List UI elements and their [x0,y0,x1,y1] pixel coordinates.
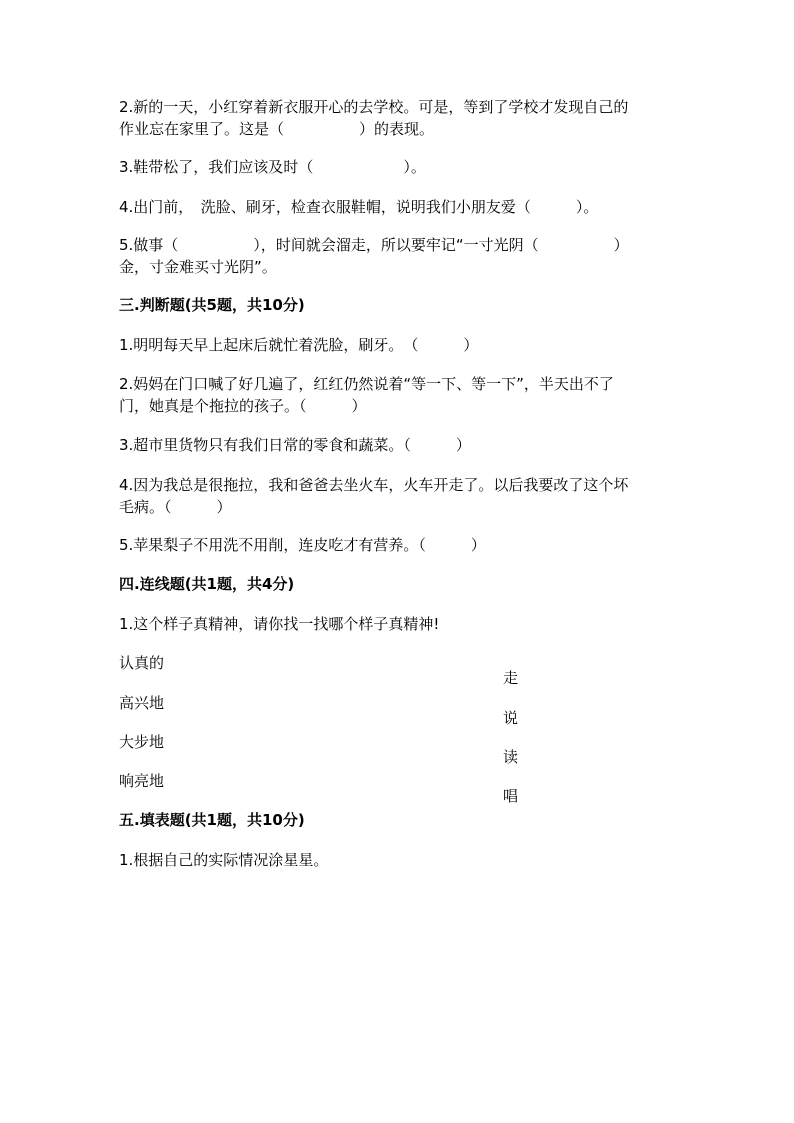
fill-blank-q5-line1: 5.做事（ ），时间就会溜走，所以要牢记“一寸光阴（ ） [119,236,629,254]
matching-left-item: 大步地 [119,733,165,751]
judge-q4-line2: 毛病。（ ） [119,498,232,516]
fill-blank-q2-line2: 作业忘在家里了。这是（ ）的表现。 [119,120,435,138]
judge-q2-line2: 门，她真是个拖拉的孩子。（ ） [119,397,367,415]
matching-right-item: 说 [503,709,519,727]
judge-q4-line1: 4.因为我总是很拖拉，我和爸爸去坐火车，火车开走了。以后我要改了这个坏 [119,476,629,494]
section5-heading: 五.填表题(共1题，共10分) [119,811,305,829]
matching-left-item: 高兴地 [119,694,165,712]
fill-blank-q2-line1: 2.新的一天，小红穿着新衣服开心的去学校。可是，等到了学校才发现自己的 [119,98,629,116]
fill-blank-q5-line2: 金，寸金难买寸光阴”。 [119,258,277,276]
matching-question: 1.这个样子真精神，请你找一找哪个样子真精神! [119,615,440,633]
matching-left-item: 认真的 [119,654,165,672]
judge-q1: 1.明明每天早上起床后就忙着洗脸，刷牙。 （ ） [119,336,479,354]
judge-q3: 3.超市里货物只有我们日常的零食和蔬菜。（ ） [119,436,471,454]
matching-right-item: 唱 [503,787,519,805]
section4-heading: 四.连线题(共1题，共4分) [119,575,295,593]
matching-right-item: 读 [503,748,519,766]
fill-blank-q4: 4.出门前， 洗脸、刷牙，检查衣服鞋帽，说明我们小朋友爱（ ）。 [119,198,599,216]
judge-q2-line1: 2.妈妈在门口喊了好几遍了，红红仍然说着“等一下、等一下”，半天出不了 [119,375,614,393]
judge-q5: 5.苹果梨子不用洗不用削，连皮吃才有营养。（ ） [119,536,486,554]
table-question: 1.根据自己的实际情况涂星星。 [119,851,329,869]
matching-right-item: 走 [503,669,519,687]
section3-heading: 三.判断题(共5题，共10分) [119,296,305,314]
fill-blank-q3: 3.鞋带松了，我们应该及时（ ）。 [119,158,426,176]
matching-left-item: 响亮地 [119,772,165,790]
